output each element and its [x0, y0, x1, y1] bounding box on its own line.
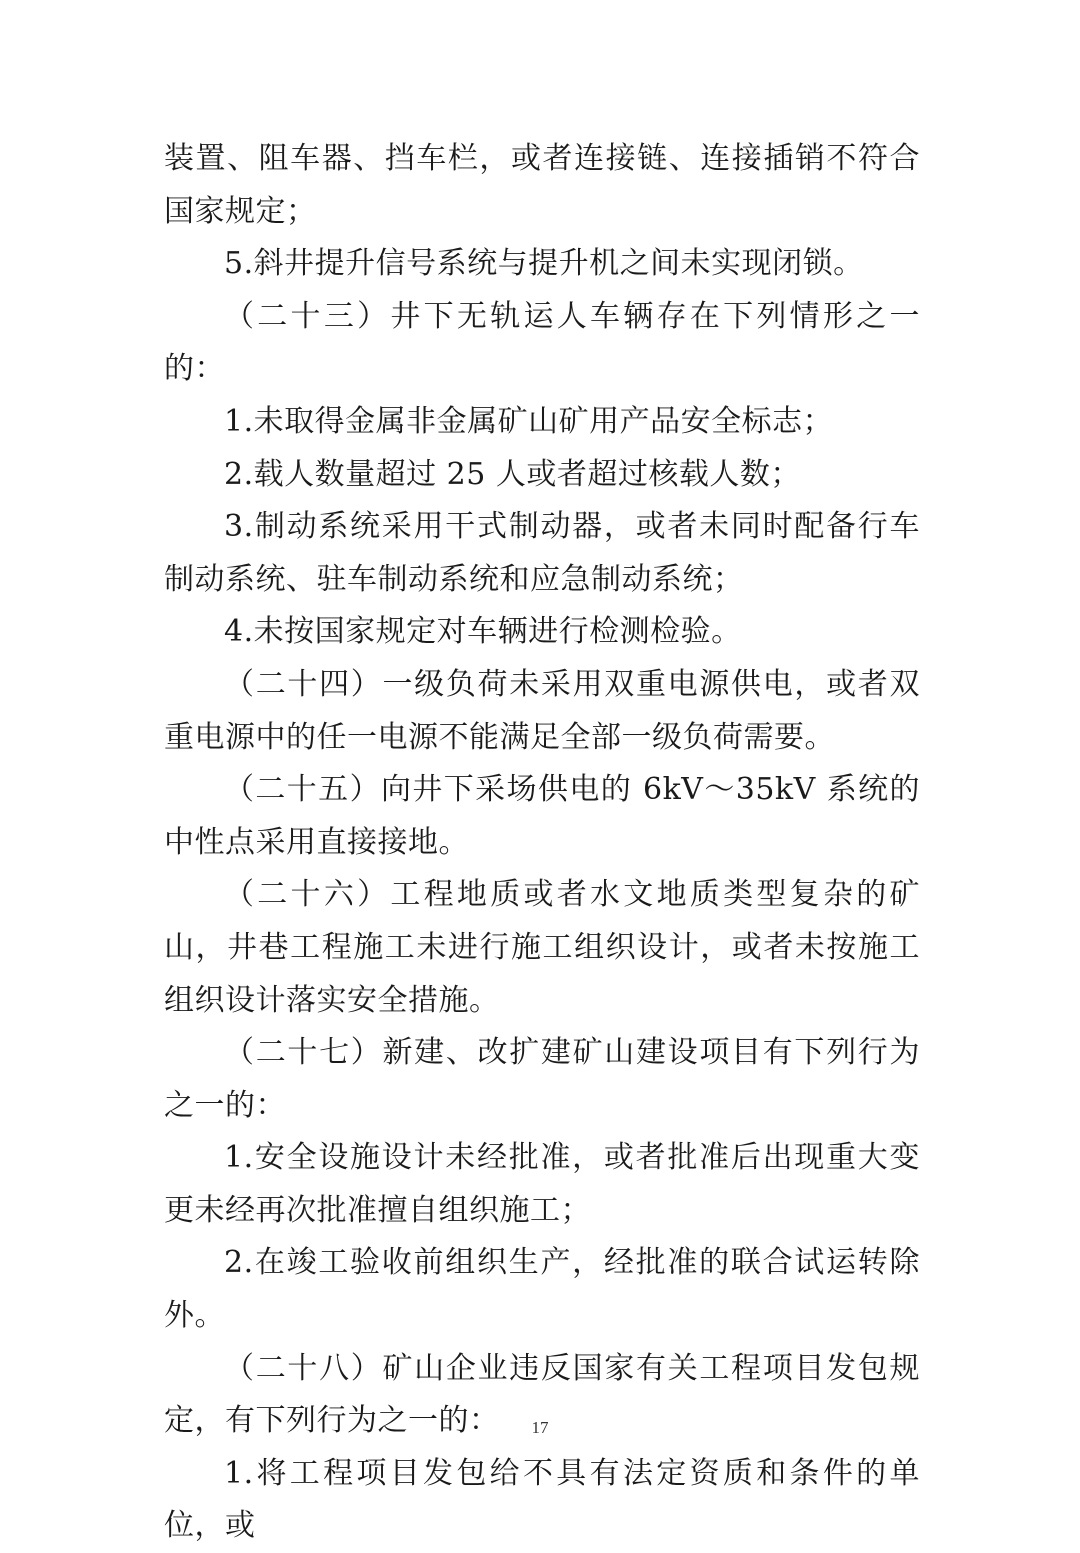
- paragraph-15: 1.将工程项目发包给不具有法定资质和条件的单位，或: [164, 1455, 920, 1544]
- paragraph-6: 3.制动系统采用干式制动器，或者未同时配备行车制动系统、驻车制动系统和应急制动系统；: [164, 509, 920, 597]
- paragraph-3: （二十三）井下无轨运人车辆存在下列情形之一的：: [164, 298, 920, 387]
- page-number: 17: [531, 1418, 549, 1437]
- paragraph-7: 4.未按国家规定对车辆进行检测检验。: [224, 614, 742, 650]
- body-text: [164, 133, 920, 1553]
- paragraph-11: （二十七）新建、改扩建矿山建设项目有下列行为之一的：: [164, 1035, 920, 1123]
- paragraph-1: 装置、阻车器、挡车栏，或者连接链、连接插销不符合国家规定；: [164, 141, 920, 229]
- paragraph-10: （二十六）工程地质或者水文地质类型复杂的矿山，井巷工程施工未进行施工组织设计，或者未按施工组织设计落实安全措施。: [164, 877, 920, 1018]
- paragraph-9: （二十五）向井下采场供电的 6kV～35kV 系统的中性点采用直接接地。: [164, 772, 920, 860]
- paragraph-2: 5.斜井提升信号系统与提升机之间未实现闭锁。: [224, 246, 864, 282]
- paragraph-8: （二十四）一级负荷未采用双重电源供电，或者双重电源中的任一电源不能满足全部一级负荷需要。: [164, 666, 920, 755]
- paragraph-13: 2.在竣工验收前组织生产，经批准的联合试运转除外。: [164, 1245, 920, 1334]
- paragraph-5: 2.载人数量超过 25 人或者超过核载人数；: [224, 456, 801, 492]
- paragraph-14: （二十八）矿山企业违反国家有关工程项目发包规定，有下列行为之一的：: [164, 1350, 920, 1439]
- paragraph-12: 1.安全设施设计未经批准，或者批准后出现重大变更未经再次批准擅自组织施工；: [164, 1140, 920, 1228]
- paragraph-4: 1.未取得金属非金属矿山矿用产品安全标志；: [224, 403, 834, 439]
